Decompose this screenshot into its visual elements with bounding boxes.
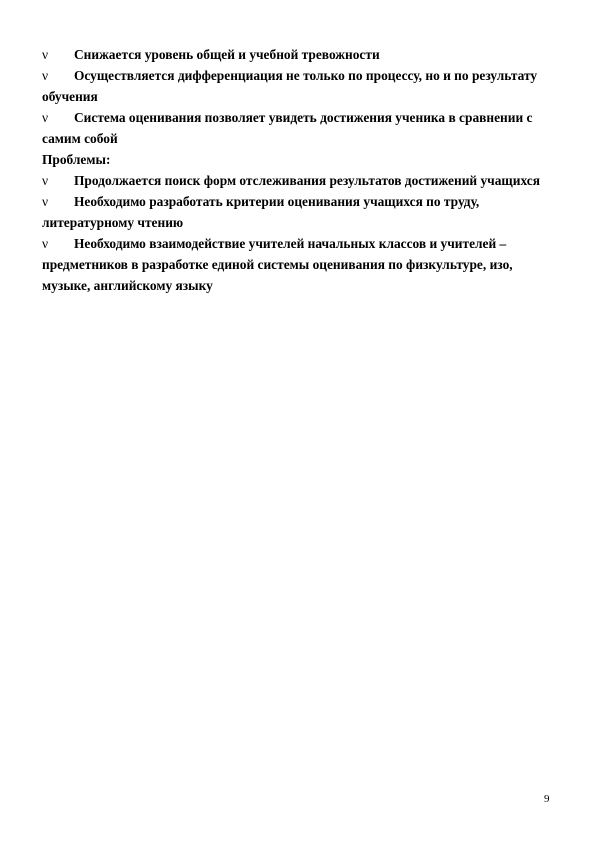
list-item-text: Система оценивания позволяет увидеть достижения ученика в сравнении с самим собой (42, 110, 533, 146)
list-item-text: Необходимо взаимодействие учителей начальных классов и учителей –предметников в разработке единой системы оценивания по физкультуре, изо, музыке, английскому языку (42, 236, 513, 293)
bullet-icon: ν (42, 236, 49, 251)
list-item-text: Необходимо разработать критерии оценивания учащихся по труду, литературному чтению (42, 194, 480, 230)
list-item (42, 170, 562, 191)
bullet-icon: ν (42, 47, 49, 62)
page-number: 9 (544, 793, 550, 805)
list-item-text: Осуществляется дифференциация не только по процессу, но и по результату обучения (42, 68, 538, 104)
bullet-icon: ν (42, 194, 49, 209)
list-item-text: Снижается уровень общей и учебной тревожности (74, 47, 380, 62)
list-item (42, 191, 562, 233)
list-item (42, 65, 562, 107)
list-item (42, 107, 562, 149)
section-heading: Проблемы: (42, 152, 111, 167)
list-item (42, 44, 562, 65)
page-content (42, 44, 562, 296)
bullet-icon: ν (42, 173, 49, 188)
list-item (42, 233, 562, 296)
bullet-icon: ν (42, 110, 49, 125)
list-item-text: Продолжается поиск форм отслеживания результатов достижений учащихся (74, 173, 540, 188)
bullet-icon: ν (42, 68, 49, 83)
